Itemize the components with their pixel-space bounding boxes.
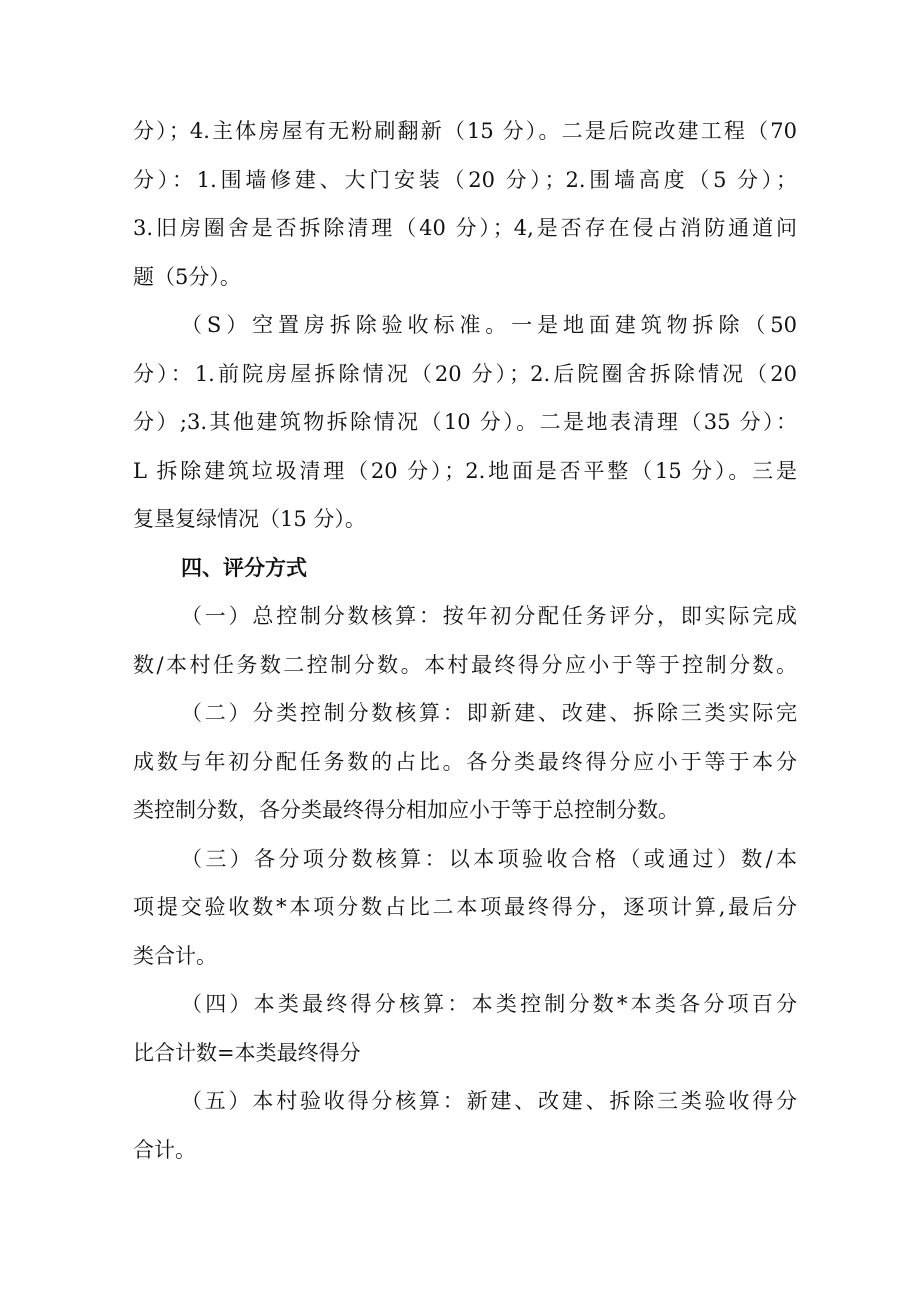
- text-line: 复垦复绿情况（15 分）。: [133, 507, 366, 531]
- text-line: （三）各分项分数核算：以本项验收合格（或通过）数/本: [181, 846, 797, 871]
- scoring-item-total-control: [133, 592, 797, 689]
- text-line: 分）；4.主体房屋有无粉刷翻新（15 分）。二是后院改建工程（70: [133, 119, 797, 143]
- text-line: 数/本村任务数二控制分数。本村最终得分应小于等于控制分数。: [133, 652, 797, 677]
- text-line: （S）空置房拆除验收标准。一是地面建筑物拆除（50: [181, 313, 797, 337]
- text-line: 类控制分数，各分类最终得分相加应小于等于总控制分数。: [133, 798, 679, 822]
- scoring-item-village-total: [133, 1077, 797, 1174]
- paragraph-acceptance-renovation: [133, 107, 797, 301]
- text-line: （二）分类控制分数核算：即新建、改建、拆除三类实际完: [181, 701, 797, 725]
- text-line: 分）：1.前院房屋拆除情况（20 分）；2.后院圈舍拆除情况（20: [133, 361, 797, 386]
- text-line: 类合计。: [133, 943, 217, 968]
- text-line: 分）;3.其他建筑物拆除情况（10 分）。二是地表清理（35 分）：: [133, 410, 797, 434]
- text-line: （五）本村验收得分核算：新建、改建、拆除三类验收得分: [181, 1089, 797, 1113]
- text-line: 题（5分）。: [133, 264, 241, 289]
- text-line: （一）总控制分数核算：按年初分配任务评分，即实际完成: [181, 604, 797, 628]
- text-line: 比合计数=本类最终得分: [133, 1040, 361, 1065]
- text-line: 3.旧房圈舍是否拆除清理（40 分）；4,是否存在侵占消防通道问: [133, 216, 797, 240]
- paragraph-vacant-house-demolition: [133, 301, 797, 544]
- section-heading: 四、评分方式: [181, 554, 307, 580]
- scoring-item-category-control: [133, 689, 797, 835]
- text-line: 成数与年初分配任务数的占比。各分类最终得分应小于等于本分: [133, 749, 797, 774]
- scoring-item-category-final: [133, 980, 797, 1077]
- text-line: 项提交验收数*本项分数占比二本项最终得分，逐项计算,最后分: [133, 895, 797, 919]
- text-line: 分）：1.围墙修建、大门安装（20 分）；2.围墙高度（5 分）；: [133, 167, 797, 192]
- text-line: （四）本类最终得分核算：本类控制分数*本类各分项百分: [181, 992, 797, 1016]
- document-body: [133, 107, 797, 1174]
- scoring-item-sub-item: [133, 835, 797, 981]
- text-line: L 拆除建筑垃圾清理（20 分）；2.地面是否平整（15 分）。三是: [133, 458, 797, 483]
- text-line: 合计。: [133, 1137, 196, 1162]
